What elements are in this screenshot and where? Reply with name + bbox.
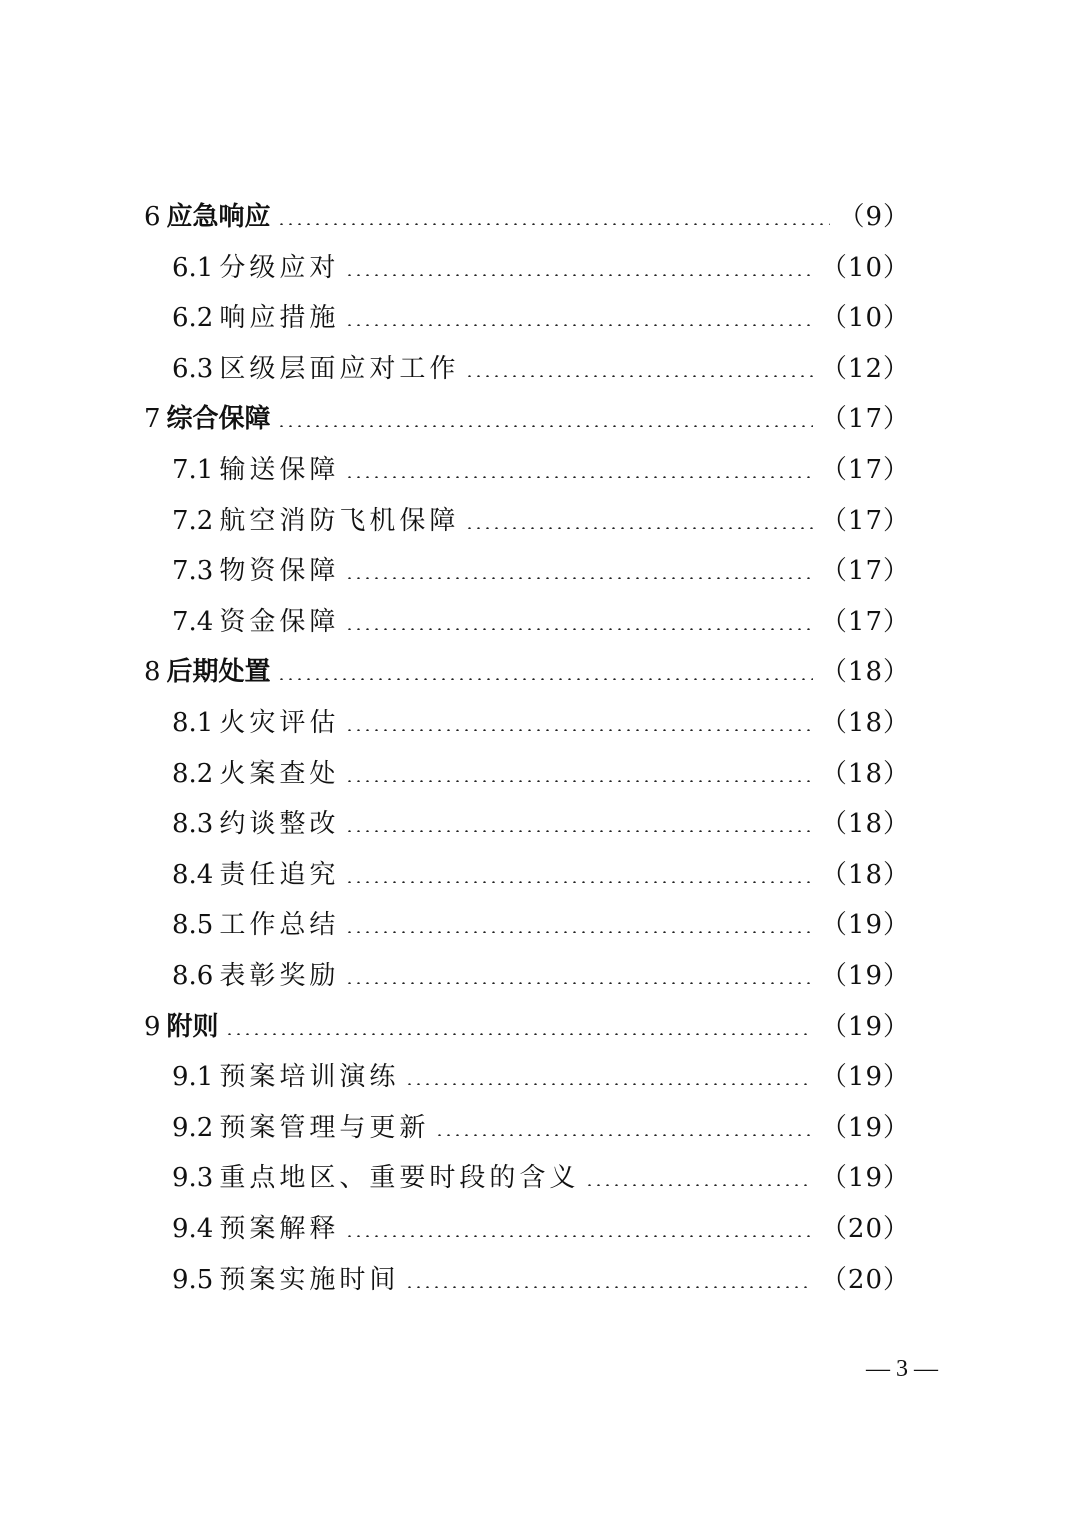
dot-leader <box>225 1033 813 1035</box>
dot-leader <box>585 1184 813 1186</box>
toc-entry-page: （19） <box>820 1163 910 1194</box>
toc-entry-number: 6.2 <box>172 303 214 334</box>
toc-entry-title: 分级应对 <box>219 252 340 283</box>
toc-entry-page: （18） <box>820 657 910 688</box>
toc-entry-number: 6.1 <box>172 252 214 283</box>
toc-section[interactable] <box>172 498 910 544</box>
toc-entry-title: 预案管理与更新 <box>219 1112 430 1143</box>
toc-entry-page: （19） <box>820 961 910 991</box>
toc-entry-page: （18） <box>820 809 910 840</box>
toc-entry-title: 后期处置 <box>166 657 271 688</box>
toc-entry-number: 9.4 <box>172 1214 214 1244</box>
toc-section[interactable] <box>172 852 910 898</box>
toc-section[interactable] <box>172 1257 910 1303</box>
toc-entry-page: （19） <box>820 1011 910 1042</box>
toc-section[interactable] <box>172 953 910 999</box>
dot-leader <box>345 577 813 579</box>
toc-entry-page: （20） <box>820 1214 910 1244</box>
toc-entry-number: 8.6 <box>172 961 214 991</box>
toc-entry-page: （19） <box>820 1062 910 1093</box>
toc-entry-number: 7 <box>144 404 161 435</box>
toc-section[interactable] <box>172 346 910 392</box>
toc-entry-number: 8.5 <box>172 910 214 941</box>
dot-leader <box>435 1134 813 1136</box>
toc-entry-number: 6 <box>144 202 161 232</box>
toc-entry-number: 8.3 <box>172 809 214 840</box>
dot-leader <box>345 982 813 984</box>
toc-entry-title: 航空消防飞机保障 <box>219 505 460 536</box>
toc-section[interactable] <box>172 548 910 594</box>
toc-section[interactable] <box>172 245 910 291</box>
dot-leader <box>345 881 813 883</box>
toc-entry-number: 8.4 <box>172 859 214 890</box>
toc-entry-number: 8.2 <box>172 758 214 789</box>
toc-entry-title: 火案查处 <box>219 758 340 789</box>
toc-entry-title: 表彰奖励 <box>219 961 340 991</box>
dot-leader <box>345 274 813 276</box>
dot-leader <box>405 1286 813 1288</box>
dot-leader <box>345 324 813 326</box>
dot-leader <box>345 628 813 630</box>
toc-chapter[interactable] <box>144 396 910 442</box>
toc-entry-page: （20） <box>820 1264 910 1295</box>
toc-entry-page: （18） <box>820 859 910 890</box>
toc-chapter[interactable] <box>144 1004 910 1050</box>
dot-leader <box>345 830 813 832</box>
toc-entry-number: 6.3 <box>172 353 214 384</box>
toc-entry-page: （19） <box>820 910 910 941</box>
toc-entry-title: 响应措施 <box>219 303 340 334</box>
toc-entry-page: （10） <box>820 303 910 334</box>
toc-chapter[interactable] <box>144 194 910 240</box>
toc-entry-page: （17） <box>820 455 910 485</box>
toc-entry-title: 输送保障 <box>219 455 340 485</box>
toc-entry-page: （17） <box>820 505 910 536</box>
toc-section[interactable] <box>172 599 910 645</box>
toc-section[interactable] <box>172 1105 910 1151</box>
toc-entry-number: 9.5 <box>172 1264 214 1295</box>
toc-section[interactable] <box>172 902 910 948</box>
toc-section[interactable] <box>172 751 910 797</box>
toc-entry-page: （19） <box>820 1112 910 1143</box>
toc-entry-number: 7.1 <box>172 455 214 485</box>
toc-section[interactable] <box>172 700 910 746</box>
toc-section[interactable] <box>172 1155 910 1201</box>
toc-entry-page: （18） <box>820 758 910 789</box>
dot-leader <box>465 527 813 529</box>
toc-chapter[interactable] <box>144 649 910 695</box>
dot-leader <box>345 1235 813 1237</box>
dot-leader <box>277 425 813 427</box>
toc-entry-title: 物资保障 <box>219 556 340 587</box>
toc-entry-page: （18） <box>820 708 910 738</box>
toc-entry-title: 区级层面应对工作 <box>219 353 460 384</box>
toc-entry-page: （9） <box>838 202 910 232</box>
toc-entry-title: 约谈整改 <box>219 809 340 840</box>
toc-entry-page: （17） <box>820 606 910 637</box>
dot-leader <box>405 1083 813 1085</box>
toc-section[interactable] <box>172 447 910 493</box>
toc-entry-title: 综合保障 <box>166 404 271 435</box>
toc-entry-number: 9 <box>144 1011 161 1042</box>
toc-section[interactable] <box>172 801 910 847</box>
toc-entry-title: 重点地区、重要时段的含义 <box>219 1163 580 1194</box>
toc-entry-title: 预案实施时间 <box>219 1264 400 1295</box>
toc-entry-number: 7.3 <box>172 556 214 587</box>
toc-section[interactable] <box>172 1206 910 1252</box>
toc-section[interactable] <box>172 1054 910 1100</box>
toc-entry-number: 9.3 <box>172 1163 214 1194</box>
toc-entry-number: 8.1 <box>172 708 214 738</box>
toc-entry-title: 应急响应 <box>166 202 271 232</box>
toc-entry-page: （12） <box>820 353 910 384</box>
page-number: — 3 — <box>866 1356 938 1382</box>
toc-entry-title: 火灾评估 <box>219 708 340 738</box>
toc-entry-page: （17） <box>820 556 910 587</box>
dot-leader <box>345 780 813 782</box>
dot-leader <box>345 476 813 478</box>
toc-entry-number: 8 <box>144 657 161 688</box>
toc-entry-number: 9.1 <box>172 1062 214 1093</box>
dot-leader <box>277 223 831 225</box>
toc-section[interactable] <box>172 295 910 341</box>
toc-entry-number: 7.4 <box>172 606 214 637</box>
toc-entry-title: 工作总结 <box>219 910 340 941</box>
toc-entry-title: 责任追究 <box>219 859 340 890</box>
dot-leader <box>345 729 813 731</box>
toc-entry-number: 9.2 <box>172 1112 214 1143</box>
toc-entry-number: 7.2 <box>172 505 214 536</box>
dot-leader <box>277 678 813 680</box>
toc-entry-page: （17） <box>820 404 910 435</box>
toc-entry-title: 预案培训演练 <box>219 1062 400 1093</box>
toc-entry-page: （10） <box>820 252 910 283</box>
toc-entry-title: 资金保障 <box>219 606 340 637</box>
dot-leader <box>465 375 813 377</box>
toc-entry-title: 附则 <box>166 1011 219 1042</box>
dot-leader <box>345 931 813 933</box>
toc-entry-title: 预案解释 <box>219 1214 340 1244</box>
